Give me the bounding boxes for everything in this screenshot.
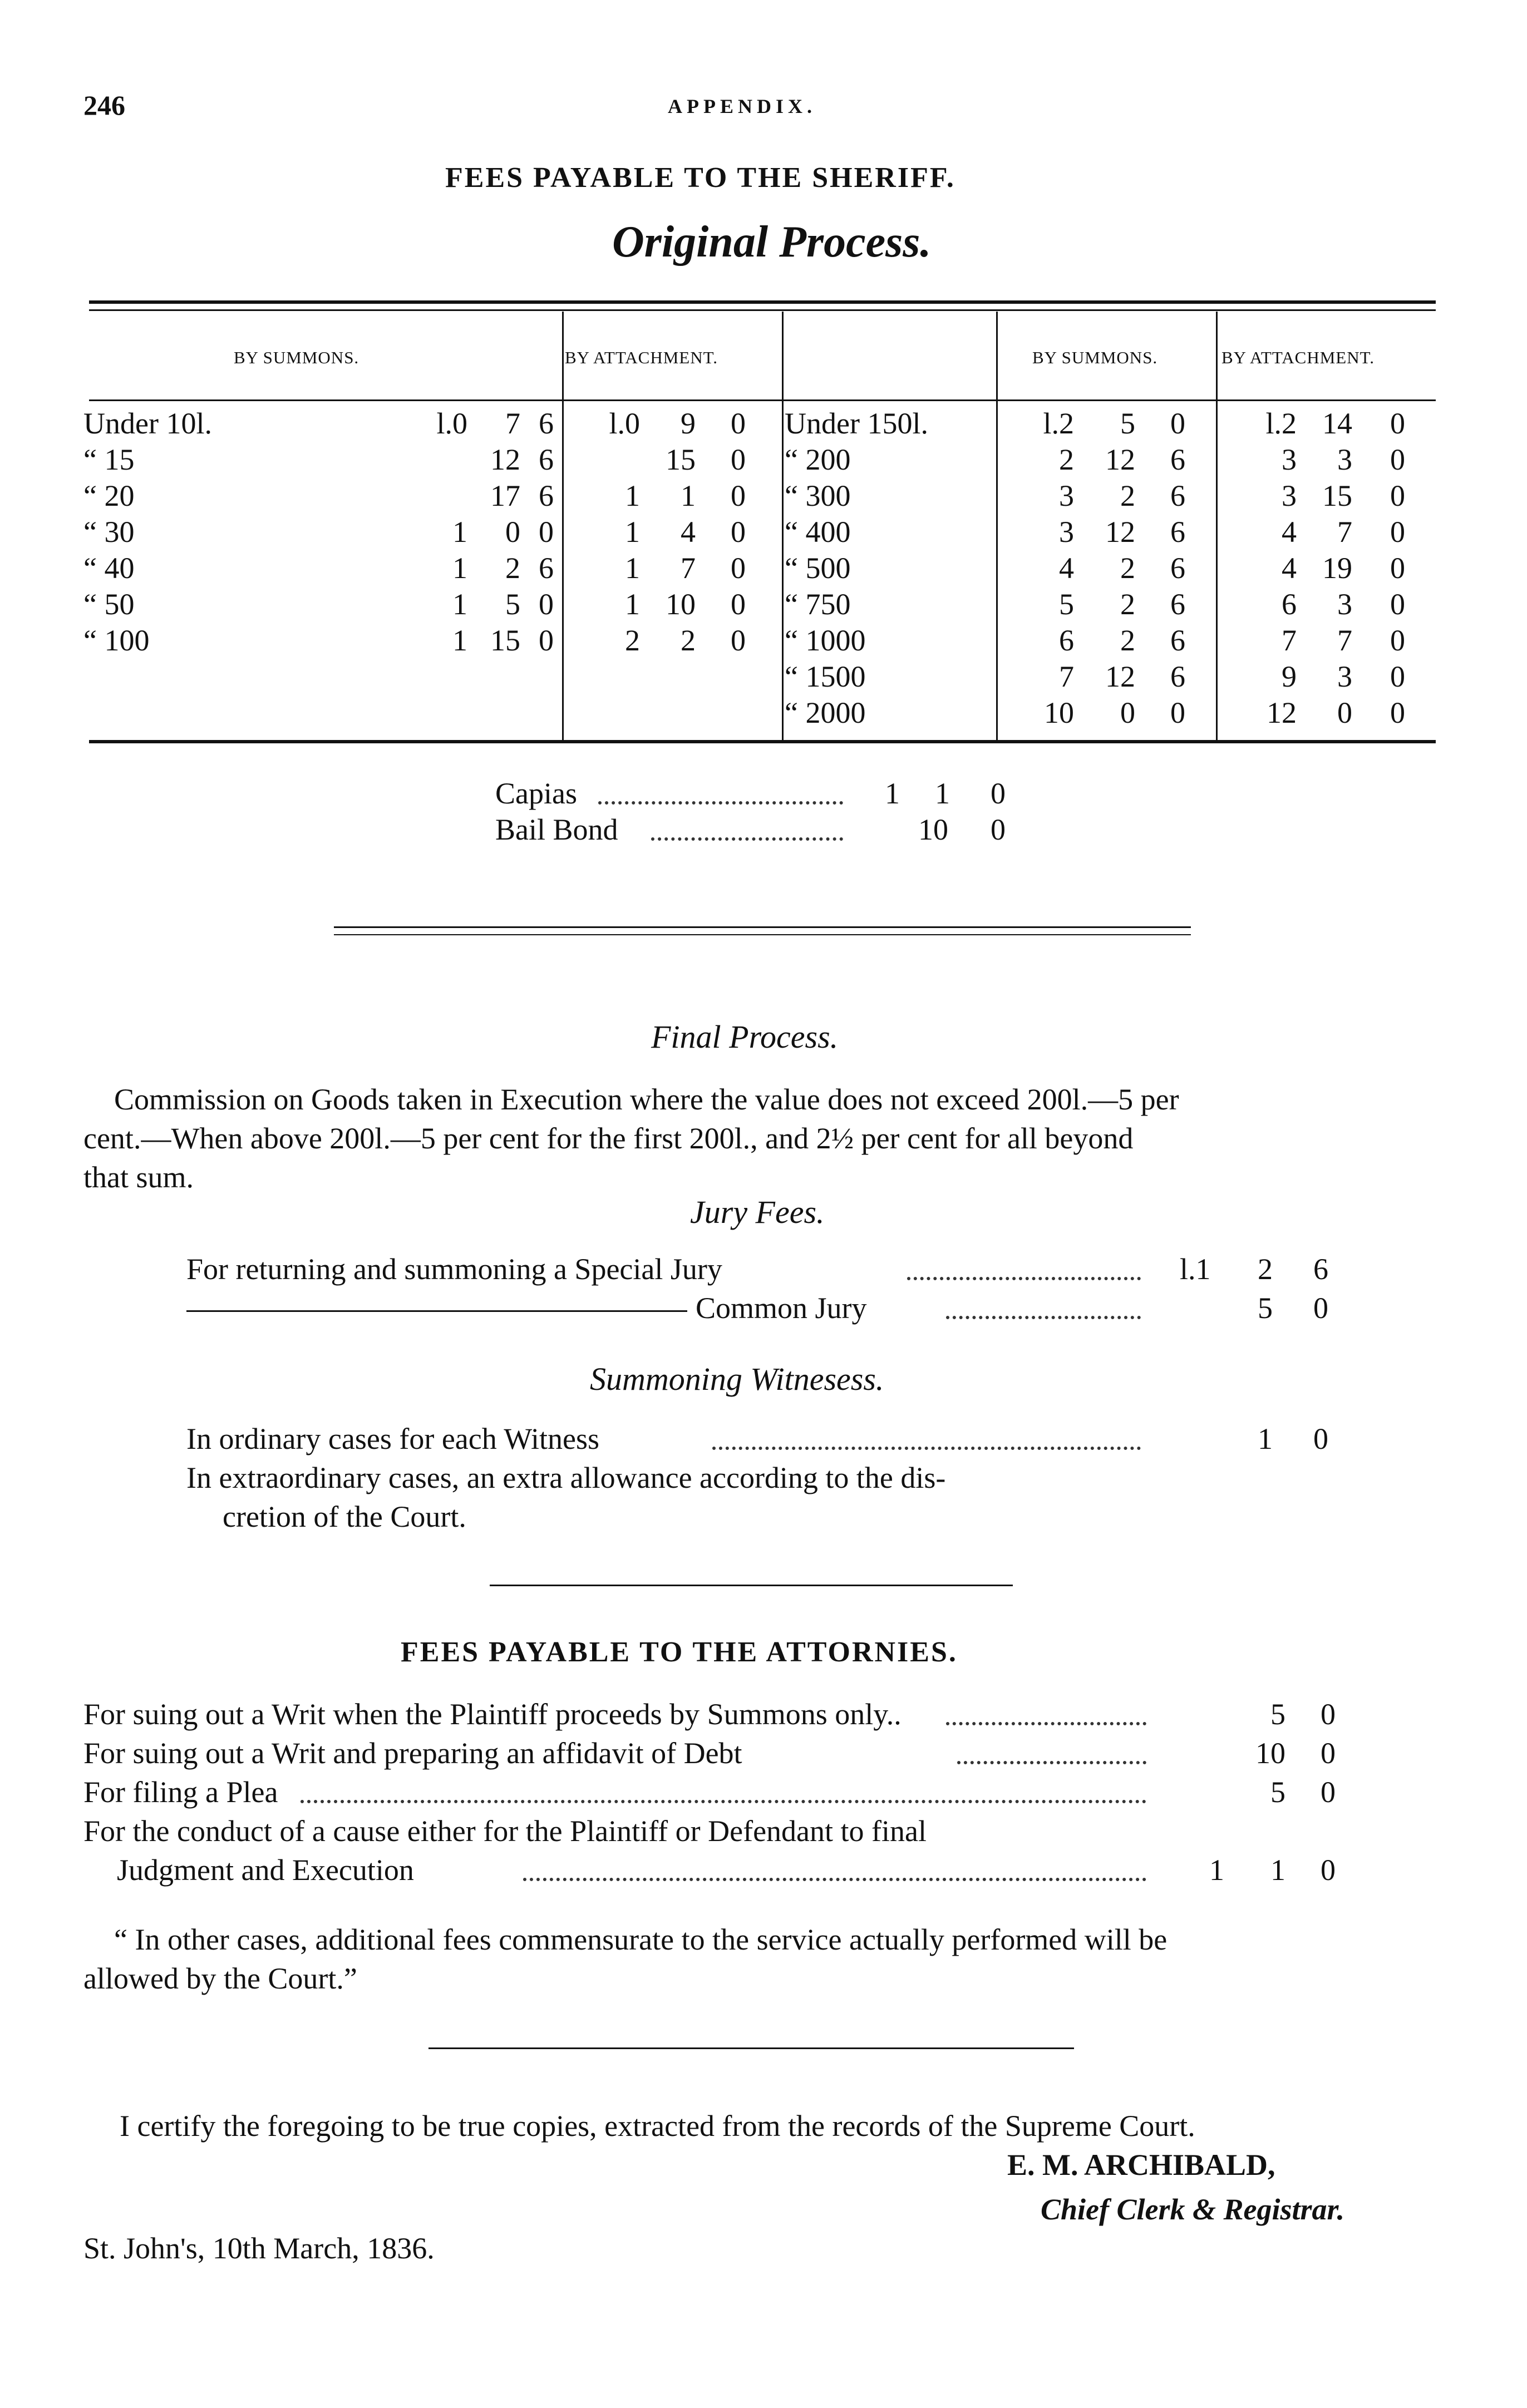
bail-bond-pence: 0 <box>991 813 1006 846</box>
attorney-fee-pence: 0 <box>1321 1736 1336 1770</box>
final-process-line-2: cent.—When above 200l.—5 per cent for the first 200l., and 2½ per cent for all beyond <box>83 1122 1134 1155</box>
leader-dots <box>946 1722 1146 1725</box>
capias-shillings: 1 <box>935 777 950 810</box>
summons-shillings: 5 <box>505 588 520 621</box>
page-number: 246 <box>83 90 125 121</box>
attachment-shillings: 15 <box>666 443 696 476</box>
summons-pence: 6 <box>539 407 554 440</box>
summons-pence: 6 <box>1170 443 1185 476</box>
extraordinary-witness-line-2: cretion of the Court. <box>223 1500 466 1533</box>
attachment-shillings: 9 <box>681 407 696 440</box>
attorney-fee-label: For suing out a Writ when the Plaintiff proceeds by Summons only.. <box>83 1698 902 1731</box>
summons-pence: 6 <box>1170 515 1185 549</box>
attachment-pence: 0 <box>1390 443 1405 476</box>
attachment-shillings: 7 <box>1337 515 1352 549</box>
separator-rule-thin <box>334 934 1191 935</box>
leader-dots <box>712 1447 1141 1450</box>
attachment-shillings: 3 <box>1337 660 1352 693</box>
summons-shillings: 12 <box>490 443 520 476</box>
attachment-pence: 0 <box>1390 551 1405 585</box>
attorney-fee-label: For filing a Plea <box>83 1775 278 1809</box>
fee-amount: “ 750 <box>785 588 851 621</box>
attachment-shillings: 10 <box>666 588 696 621</box>
summons-shillings: 2 <box>1120 479 1135 512</box>
ordinary-witness-pence: 0 <box>1313 1422 1328 1455</box>
col-header-attachment-right: BY ATTACHMENT. <box>1221 348 1375 367</box>
attachment-shillings: 0 <box>1337 696 1352 729</box>
certification-text: I certify the foregoing to be true copies, extracted from the records of the Supreme Court. <box>120 2109 1195 2143</box>
common-jury-label: Common Jury <box>696 1291 867 1325</box>
final-process-line-1: Commission on Goods taken in Execution where the value does not exceed 200l.—5 per <box>114 1083 1179 1116</box>
summons-pence: 6 <box>1170 624 1185 657</box>
summons-pence: 0 <box>539 624 554 657</box>
attachment-shillings: 4 <box>681 515 696 549</box>
attachment-pence: 0 <box>1390 588 1405 621</box>
special-jury-label: For returning and summoning a Special Jury <box>186 1252 722 1286</box>
final-process-heading: Final Process. <box>651 1019 839 1055</box>
running-title: APPENDIX. <box>668 95 816 117</box>
divider-4 <box>1216 312 1218 740</box>
fee-amount: “ 2000 <box>785 696 866 729</box>
attornies-title: FEES PAYABLE TO THE ATTORNIES. <box>401 1636 958 1668</box>
attachment-pounds: 3 <box>1282 479 1297 512</box>
attachment-pounds: l.0 <box>609 407 640 440</box>
fee-amount: “ 400 <box>785 515 851 549</box>
fee-amount: “ 50 <box>83 588 135 621</box>
summons-pounds: 10 <box>1044 696 1074 729</box>
fee-amount: Under 150l. <box>785 407 928 440</box>
attachment-pounds: 1 <box>625 515 640 549</box>
original-process-subtitle: Original Process. <box>612 218 932 267</box>
place-and-date: St. John's, 10th March, 1836. <box>83 2232 435 2265</box>
attachment-pounds: 4 <box>1282 551 1297 585</box>
summons-pence: 6 <box>539 479 554 512</box>
col-header-attachment-left: BY ATTACHMENT. <box>565 348 718 367</box>
attorney-fee-pence: 0 <box>1321 1853 1336 1887</box>
summons-shillings: 2 <box>1120 588 1135 621</box>
attachment-pence: 0 <box>1390 479 1405 512</box>
table-bottom-rule <box>89 740 1436 743</box>
attorney-fee-pence: 0 <box>1321 1698 1336 1731</box>
fee-amount: “ 300 <box>785 479 851 512</box>
summons-shillings: 5 <box>1120 407 1135 440</box>
attorney-fee-shillings: 5 <box>1270 1698 1285 1731</box>
summons-pence: 0 <box>1170 696 1185 729</box>
signer-name: E. M. ARCHIBALD, <box>1007 2148 1275 2182</box>
table-header-rule <box>89 399 1436 401</box>
summons-pounds: 1 <box>452 588 467 621</box>
summons-pounds: 3 <box>1059 515 1074 549</box>
attachment-pence: 0 <box>731 479 746 512</box>
extraordinary-witness-line-1: In extraordinary cases, an extra allowance according to the dis- <box>186 1461 946 1494</box>
attorney-fee-shillings: 1 <box>1270 1853 1285 1887</box>
attachment-pence: 0 <box>731 443 746 476</box>
attachment-shillings: 3 <box>1337 443 1352 476</box>
summons-shillings: 2 <box>1120 624 1135 657</box>
summons-pence: 6 <box>539 551 554 585</box>
attachment-pounds: 4 <box>1282 515 1297 549</box>
attorney-fee-label: For suing out a Writ and preparing an affidavit of Debt <box>83 1736 742 1770</box>
attachment-pounds: 1 <box>625 479 640 512</box>
attorney-fee-pounds: 1 <box>1209 1853 1224 1887</box>
attachment-pence: 0 <box>731 551 746 585</box>
attorney-fee-shillings: 5 <box>1270 1775 1285 1809</box>
leader-dots <box>523 1878 1146 1881</box>
summons-pounds: 3 <box>1059 479 1074 512</box>
summons-pence: 6 <box>1170 660 1185 693</box>
leader-dots <box>907 1277 1141 1280</box>
separator-rule <box>334 926 1191 928</box>
attachment-pence: 0 <box>1390 624 1405 657</box>
leader-dots <box>946 1316 1141 1319</box>
leader-dots <box>651 837 843 841</box>
additional-fees-quote-line-2: allowed by the Court.” <box>83 1962 357 1995</box>
summons-shillings: 2 <box>1120 551 1135 585</box>
summons-pence: 6 <box>1170 551 1185 585</box>
separator-rule <box>428 2047 1074 2049</box>
summons-shillings: 12 <box>1105 515 1135 549</box>
capias-pence: 0 <box>991 777 1006 810</box>
attachment-shillings: 7 <box>1337 624 1352 657</box>
attachment-pounds: l.2 <box>1265 407 1297 440</box>
attachment-shillings: 2 <box>681 624 696 657</box>
attachment-pounds: 9 <box>1282 660 1297 693</box>
attorney-fee-label: Judgment and Execution <box>117 1853 414 1887</box>
attachment-pounds: 7 <box>1282 624 1297 657</box>
ordinary-witness-shillings: 1 <box>1258 1422 1273 1455</box>
fee-amount: “ 200 <box>785 443 851 476</box>
fee-amount: “ 1500 <box>785 660 866 693</box>
bail-bond-shillings: 10 <box>918 813 948 846</box>
summons-pounds: 7 <box>1059 660 1074 693</box>
attorney-fee-shillings: 10 <box>1255 1736 1285 1770</box>
final-process-line-3: that sum. <box>83 1161 194 1194</box>
capias-label: Capias <box>495 777 577 810</box>
summons-pounds: 4 <box>1059 551 1074 585</box>
fee-amount: “ 30 <box>83 515 135 549</box>
fee-amount: “ 100 <box>83 624 150 657</box>
attachment-pence: 0 <box>1390 515 1405 549</box>
summons-pence: 0 <box>539 515 554 549</box>
summons-pounds: 2 <box>1059 443 1074 476</box>
witnesses-heading: Summoning Witnesess. <box>590 1361 884 1397</box>
fee-amount: “ 1000 <box>785 624 866 657</box>
summons-pounds: 6 <box>1059 624 1074 657</box>
common-jury-pence: 0 <box>1313 1291 1328 1325</box>
summons-shillings: 17 <box>490 479 520 512</box>
table-top-rule <box>89 300 1436 304</box>
attachment-pence: 0 <box>731 588 746 621</box>
capias-pounds: 1 <box>885 777 900 810</box>
attachment-pounds: 2 <box>625 624 640 657</box>
fee-amount: “ 40 <box>83 551 135 585</box>
leader-dots <box>301 1800 1146 1803</box>
attachment-pence: 0 <box>1390 696 1405 729</box>
attachment-pounds: 3 <box>1282 443 1297 476</box>
leader-dots <box>957 1761 1146 1764</box>
special-jury-pence: 6 <box>1313 1252 1328 1286</box>
attachment-pence: 0 <box>1390 407 1405 440</box>
divider-1 <box>562 312 564 740</box>
attachment-shillings: 7 <box>681 551 696 585</box>
summons-pence: 6 <box>1170 588 1185 621</box>
attachment-pence: 0 <box>731 407 746 440</box>
summons-pounds: 5 <box>1059 588 1074 621</box>
bail-bond-label: Bail Bond <box>495 813 618 846</box>
attachment-shillings: 1 <box>681 479 696 512</box>
attachment-shillings: 19 <box>1322 551 1352 585</box>
leader-dots <box>598 801 843 805</box>
attachment-shillings: 14 <box>1322 407 1352 440</box>
summons-pounds: l.0 <box>436 407 467 440</box>
attachment-pence: 0 <box>731 515 746 549</box>
summons-pounds: 1 <box>452 624 467 657</box>
ordinary-witness-label: In ordinary cases for each Witness <box>186 1422 600 1455</box>
special-jury-shillings: 2 <box>1258 1252 1273 1286</box>
attachment-pence: 0 <box>731 624 746 657</box>
jury-fees-heading: Jury Fees. <box>690 1194 825 1230</box>
sheriff-title: FEES PAYABLE TO THE SHERIFF. <box>445 162 955 194</box>
col-header-summons-left: BY SUMMONS. <box>234 348 359 367</box>
attachment-shillings: 3 <box>1337 588 1352 621</box>
summons-shillings: 0 <box>1120 696 1135 729</box>
attachment-pounds: 1 <box>625 551 640 585</box>
fee-amount: “ 15 <box>83 443 135 476</box>
summons-shillings: 12 <box>1105 660 1135 693</box>
summons-pence: 6 <box>1170 479 1185 512</box>
summons-shillings: 15 <box>490 624 520 657</box>
col-header-summons-right: BY SUMMONS. <box>1032 348 1158 367</box>
fee-amount: “ 20 <box>83 479 135 512</box>
summons-shillings: 12 <box>1105 443 1135 476</box>
special-jury-pounds: l.1 <box>1180 1252 1211 1286</box>
divider-2 <box>782 312 784 740</box>
divider-3 <box>996 312 998 740</box>
attorney-fee-pence: 0 <box>1321 1775 1336 1809</box>
summons-pounds: 1 <box>452 515 467 549</box>
attachment-pence: 0 <box>1390 660 1405 693</box>
separator-rule <box>490 1585 1013 1586</box>
summons-pounds: 1 <box>452 551 467 585</box>
table-top-rule-thin <box>89 309 1436 311</box>
summons-pence: 6 <box>539 443 554 476</box>
additional-fees-quote-line-1: “ In other cases, additional fees commensurate to the service actually performed will be <box>114 1923 1168 1956</box>
signer-title: Chief Clerk & Registrar. <box>1041 2193 1345 2226</box>
summons-shillings: 0 <box>505 515 520 549</box>
summons-shillings: 2 <box>505 551 520 585</box>
attachment-shillings: 15 <box>1322 479 1352 512</box>
common-jury-shillings: 5 <box>1258 1291 1273 1325</box>
ditto-rule <box>186 1310 687 1312</box>
summons-pounds: l.2 <box>1043 407 1074 440</box>
attachment-pounds: 1 <box>625 588 640 621</box>
attachment-pounds: 12 <box>1267 696 1297 729</box>
attachment-pounds: 6 <box>1282 588 1297 621</box>
attorney-fee-label: For the conduct of a cause either for the Plaintiff or Defendant to final <box>83 1814 927 1848</box>
summons-pence: 0 <box>1170 407 1185 440</box>
fee-amount: Under 10l. <box>83 407 212 440</box>
summons-pence: 0 <box>539 588 554 621</box>
summons-shillings: 7 <box>505 407 520 440</box>
fee-amount: “ 500 <box>785 551 851 585</box>
